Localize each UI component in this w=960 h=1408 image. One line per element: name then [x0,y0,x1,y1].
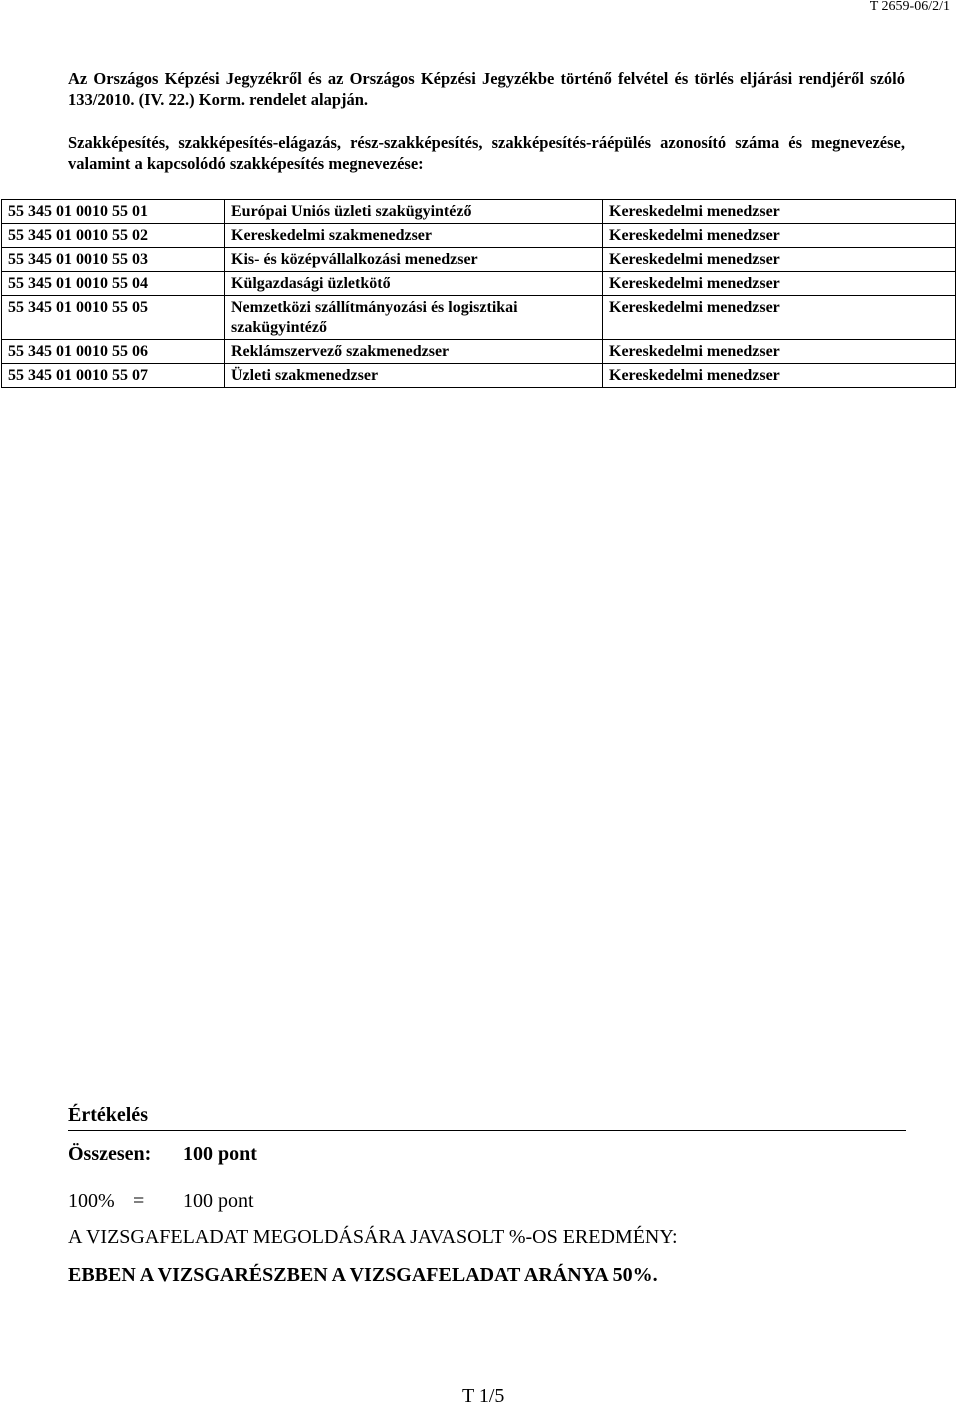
related-qualification: Kereskedelmi menedzser [603,364,956,388]
document-code: T 2659-06/2/1 [869,0,950,14]
evaluation-total-value: 100 pont [183,1143,257,1165]
related-qualification: Kereskedelmi menedzser [603,248,956,272]
qualification-name: Kereskedelmi szakmenedzser [225,224,603,248]
evaluation-percent-row [68,1190,254,1213]
related-qualification: Kereskedelmi menedzser [603,200,956,224]
qualification-code: 55 345 01 0010 55 04 [2,272,225,296]
qualification-name: Kis- és középvállalkozási menedzser [225,248,603,272]
qualification-name: Reklámszervező szakmenedzser [225,340,603,364]
evaluation-percent-points: 100 pont [183,1190,254,1212]
qualification-name: Külgazdasági üzletkötő [225,272,603,296]
related-qualification: Kereskedelmi menedzser [603,296,956,340]
evaluation-total-label: Összesen: [68,1143,152,1165]
related-qualification: Kereskedelmi menedzser [603,272,956,296]
related-qualification: Kereskedelmi menedzser [603,340,956,364]
evaluation-percent: 100% [68,1190,115,1212]
intro-paragraph-qualification-heading: Szakképesítés, szakképesítés-elágazás, rész-szakképesítés, szakképesítés-ráépülés azonosító száma és megnevezése, valamint a kapcsolódó szakképesítés megnevezése: [68,133,905,173]
qualification-code: 55 345 01 0010 55 02 [2,224,225,248]
qualification-code: 55 345 01 0010 55 03 [2,248,225,272]
qualification-code: 55 345 01 0010 55 01 [2,200,225,224]
qualification-row [2,364,956,388]
qualification-name: Üzleti szakmenedzser [225,364,603,388]
qualifications-table [1,199,956,388]
qualifications-table-body [2,200,956,388]
related-qualification: Kereskedelmi menedzser [603,224,956,248]
intro-paragraph-legal-basis: Az Országos Képzési Jegyzékről és az Országos Képzési Jegyzékbe történő felvétel és törlés eljárási rendjéről szóló 133/2010. (IV. 22.) Korm. rendelet alapján. [68,69,905,109]
qualification-row [2,272,956,296]
qualification-code: 55 345 01 0010 55 07 [2,364,225,388]
evaluation-ratio: EBBEN A VIZSGARÉSZBEN A VIZSGAFELADAT ARÁNYA 50%. [68,1264,658,1286]
qualification-row [2,200,956,224]
qualification-name: Európai Uniós üzleti szakügyintéző [225,200,603,224]
qualification-code: 55 345 01 0010 55 05 [2,296,225,340]
page-number: T 1/5 [462,1385,505,1407]
qualification-row [2,296,956,340]
qualification-row [2,224,956,248]
qualification-name: Nemzetközi szállítmányozási és logisztikai szakügyintéző [225,296,603,340]
evaluation-equals: = [133,1190,145,1212]
evaluation-divider [68,1130,906,1131]
evaluation-suggested-result: A VIZSGAFELADAT MEGOLDÁSÁRA JAVASOLT %-OS EREDMÉNY: [68,1226,678,1248]
evaluation-total-row [68,1143,257,1166]
evaluation-title: Értékelés [68,1104,148,1126]
qualification-code: 55 345 01 0010 55 06 [2,340,225,364]
qualification-row [2,340,956,364]
qualification-row [2,248,956,272]
